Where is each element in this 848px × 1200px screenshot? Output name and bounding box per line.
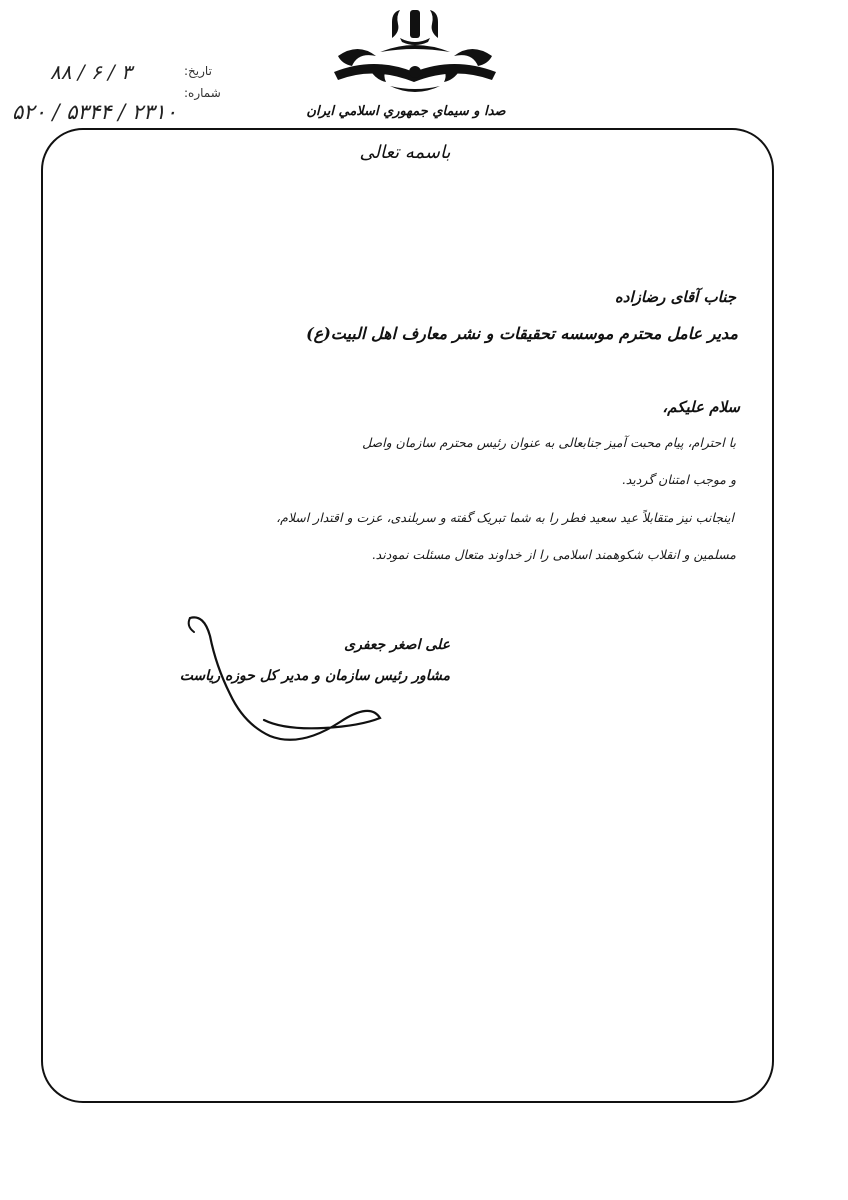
recipient-title: مدیر عامل محترم موسسه تحقیقات و نشر معارف اهل البیت(ع): [306, 324, 738, 343]
signer-name: علی اصغر جعفری: [344, 637, 450, 653]
body-line: با احترام، پیام محبت آمیز جنابعالی به عنوان رئیس محترم سازمان واصل: [362, 435, 736, 450]
signer-title: مشاور رئیس سازمان و مدیر کل حوزه ریاست: [179, 668, 450, 684]
body-line: مسلمین و انقلاب شکوهمند اسلامی را از خداوند متعال مسئلت نمودند.: [371, 547, 736, 562]
reference-info: [6, 60, 266, 130]
number-value: ۲۳۱۰ / ۵۳۴۴ / ۵۲۰: [12, 100, 177, 124]
basmala: باسمه تعالی: [359, 142, 451, 163]
handwritten-signature: [180, 614, 430, 754]
number-label: شماره:: [184, 86, 221, 100]
organization-name: صدا و سيماي جمهوري اسلامي ايران: [306, 104, 506, 119]
irib-logo: [330, 8, 500, 100]
body-line: و موجب امتنان گردید.: [621, 472, 736, 487]
body-line: اینجانب نیز متقابلاً عید سعید فطر را به شما تبریک گفته و سربلندی، عزت و اقتدار اسلام،: [276, 510, 734, 525]
greeting: سلام علیکم،: [662, 398, 740, 416]
recipient-name: جناب آقای رضازاده: [614, 288, 736, 306]
date-label: تاريخ:: [184, 64, 212, 78]
date-value: ۳ / ۶ / ۸۸: [50, 60, 132, 84]
